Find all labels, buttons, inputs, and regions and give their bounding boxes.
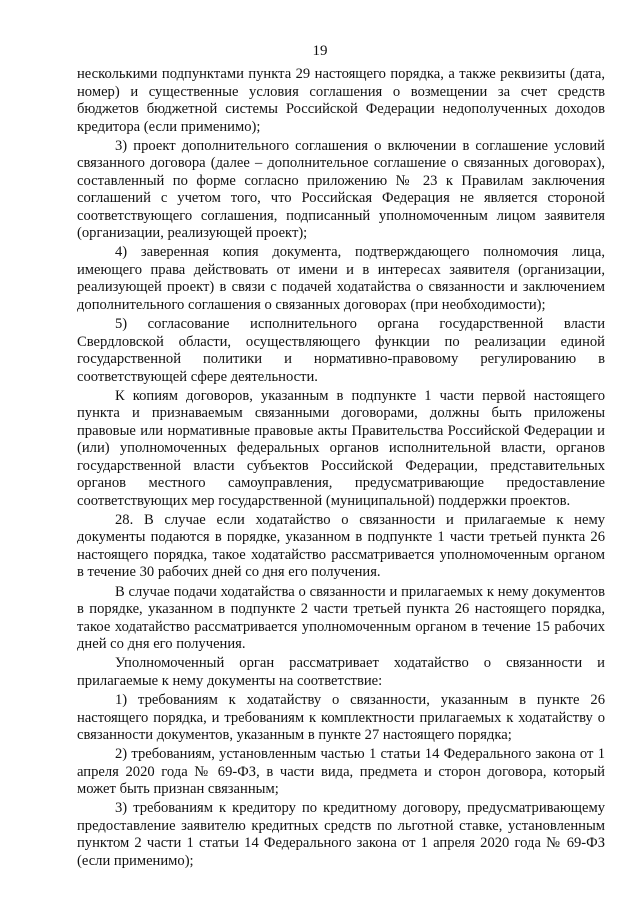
paragraph-item-5: 5) согласование исполнительного органа государственной власти Свердловской области, осуществляющего функции по реализации единой государственной политики и нормативно-правовому регулированию в соответствующей сфере деятельности.: [77, 316, 605, 385]
paragraph-item-3: 3) проект дополнительного соглашения о включении в соглашение условий связанного договора (далее – дополнительное соглашение о связанных договорах), составленный по форме согласно приложению № 23 к Правилам заключения соглашений с учетом того, что Российская Федерация не является стороной соответствующего соглашения, подписанный уполномоченным лицом заявителя (организации, реализующей проект);: [77, 137, 605, 242]
document-body: [77, 66, 605, 872]
paragraph-clause-28-second: В случае подачи ходатайства о связанности и прилагаемых к нему документов в порядке, указанном в подпункте 2 части третьей пункта 26 настоящего порядка, такое ходатайство рассматривается уполномоченным органом в течение 15 рабочих дней со дня его получения.: [77, 583, 605, 653]
paragraph-item-4: 4) заверенная копия документа, подтверждающего полномочия лица, имеющего права действовать от имени и в интересах заявителя (организации, реализующей проект) в связи с подачей ходатайства о связанности и заключением дополнительного соглашения о связанных договорах (при необходимости);: [77, 244, 605, 313]
page-number: 19: [312, 43, 328, 59]
paragraph-review-item-2: 2) требованиям, установленным частью 1 статьи 14 Федерального закона от 1 апреля 2020 года № 69-ФЗ, в части вида, предмета и сторон договора, который может быть признан связанным;: [77, 746, 605, 798]
paragraph-review-item-1: 1) требованиям к ходатайству о связанности, указанным в пункте 26 настоящего порядка, и требованиям к комплектности прилагаемых к ходатайству о связанности документов, указанным в пункте 27 настоящего порядка;: [77, 692, 605, 743]
paragraph-continuation: несколькими подпунктами пункта 29 настоящего порядка, а также реквизиты (дата, номер) и существенные условия соглашения о возмещении за счет средств бюджетов бюджетной системы Российской Федерации недополученных доходов кредитора (если применимо);: [77, 66, 605, 135]
paragraph-clause-28: 28. В случае если ходатайство о связанности и прилагаемые к нему документы подаются в порядке, указанном в подпункте 1 части третьей пункта 26 настоящего порядка, такое ходатайство рассматривается уполномоченным органом в течение 30 рабочих дней со дня его получения.: [77, 511, 605, 581]
paragraph-review-intro: Уполномоченный орган рассматривает ходатайство о связанности и прилагаемые к нему документы на соответствие:: [77, 655, 605, 689]
paragraph-contract-copies: К копиям договоров, указанным в подпункте 1 части первой настоящего пункта и признаваемым связанными договорами, должны быть приложены правовые или нормативные правовые акты Правительства Российской Федерации и (или) уполномоченных федеральных органов исполнительной власти, органов государственной власти субъектов Российской Федерации, представительных органов местного самоуправления, предусматривающие предоставление соответствующих мер государственной (муниципальной) поддержки проектов.: [77, 387, 605, 509]
paragraph-review-item-3: 3) требованиям к кредитору по кредитному договору, предусматривающему предоставление заявителю кредитных средств по льготной ставке, установленным пунктом 2 части 1 статьи 14 Федерального закона от 1 апреля 2020 года № 69-ФЗ (если применимо);: [77, 800, 605, 869]
